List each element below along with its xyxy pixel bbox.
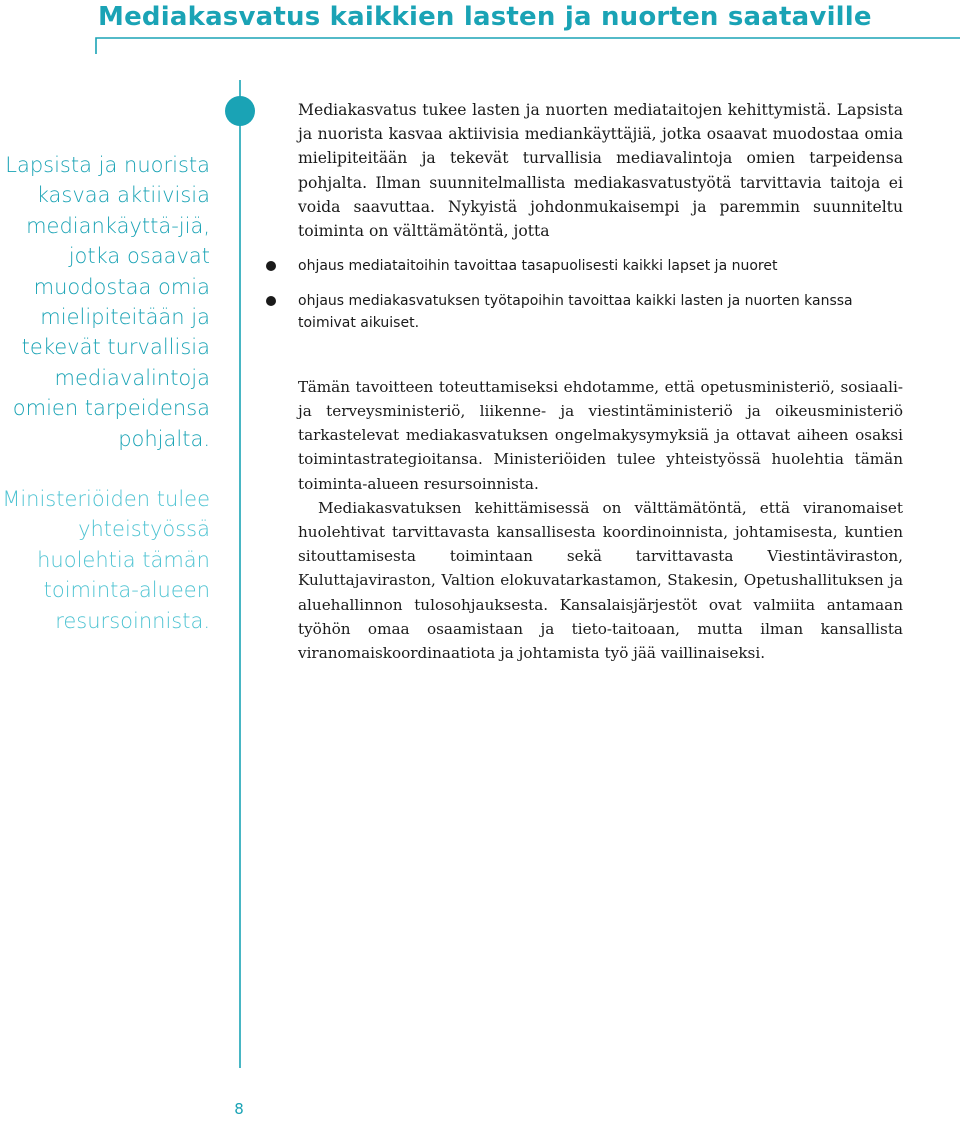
divider-dot [225, 96, 255, 126]
main-column [298, 98, 903, 665]
body-paragraph-2: Mediakasvatuksen kehittämisessä on välttämätöntä, että viranomaiset huolehtivat tarvittavasta kansallisesta koordinoinnista, johtamisesta, kuntien sitouttamisesta toimintaan sekä tarvittavasta Viestintäviraston, Kuluttajaviraston, Valtion elokuvatarkastamon, Stakesin, Opetushallituksen ja aluehallinnon tulosohjauksesta. Kansalaisjärjestöt ovat valmiita antamaan työhön omaa osaamistaan ja tieto-taitoaan, mutta ilman kansallista viranomaiskoordinaatiota ja johtamista työ jää vaillinaiseksi. [298, 498, 903, 662]
pull-quote [0, 150, 210, 636]
bullet-item: ohjaus mediataitoihin tavoittaa tasapuolisesti kaikki lapset ja nuoret [298, 255, 903, 278]
body-paragraph-1: Tämän tavoitteen toteuttamiseksi ehdotamme, että opetusministeriö, sosiaali- ja terveysministeriö, liikenne- ja viestintäministeriö ja oikeusministeriö tarkastelevat mediakasvatuksen ongelmakysymyksiä ja ottavat aiheen osaksi toimintastrategioitansa. Ministeriöiden tulee yhteistyössä huolehtia tämän toiminta-alueen resursoinnista. [298, 377, 903, 493]
intro-paragraph: Mediakasvatus tukee lasten ja nuorten mediataitojen kehittymistä. Lapsista ja nuorista kasvaa aktiivisia mediankäyttäjiä, jotka osaavat muodostaa omia mielipiteitään ja tekevät turvallisia mediavalintoja omien tarpeidensa pohjalta. Ilman suunnitelmallista mediakasvatustyötä tarvittavia taitoja ei voida saavuttaa. Nykyistä johdonmukaisempi ja paremmin suunniteltu toiminta on välttämätöntä, jotta [298, 101, 903, 241]
header-rule [96, 38, 960, 54]
spacer [298, 347, 903, 375]
bullet-item: ohjaus mediakasvatuksen työtapoihin tavoittaa kaikki lasten ja nuorten kanssa toimivat aikuiset. [298, 290, 903, 335]
page-number: 8 [234, 1100, 244, 1118]
page-title: Mediakasvatus kaikkien lasten ja nuorten saataville [98, 2, 872, 32]
pull-quote-secondary: Ministeriöiden tulee yhteistyössä huolehtia tämän toiminta-alueen resursoinnista. [2, 487, 210, 633]
bullet-list [298, 255, 903, 335]
pull-quote-primary: Lapsista ja nuorista kasvaa aktiivisia mediankäyttä-jiä, jotka osaavat muodostaa omia mielipiteitään ja tekevät turvallisia mediavalintoja omien tarpeidensa pohjalta. [5, 153, 210, 451]
